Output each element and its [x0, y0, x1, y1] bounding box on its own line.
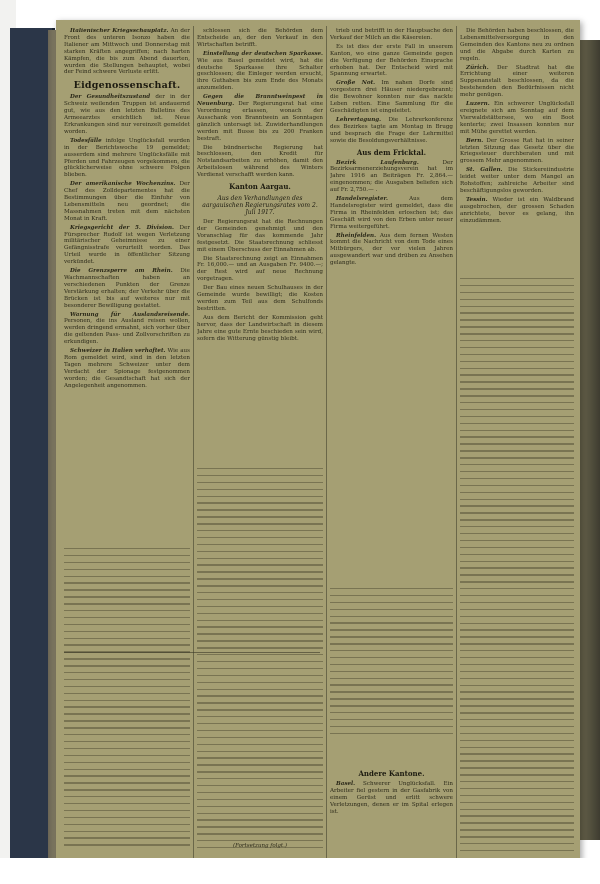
- scan-margin-bottom: [0, 858, 600, 884]
- article-kicker: Gegen die Branntweinpest in Neuenburg.: [197, 94, 323, 108]
- section-heading: Eidgenossenschaft.: [73, 80, 181, 92]
- article-text: Wie aus Basel gemeldet wird, hat die deutsche Sparkasse ihre Schalter geschlossen; die Einleger werden ersucht, ihre Guthaben bis zum Ende des Monats anzumelden.: [197, 57, 323, 92]
- article-kicker: Warnung für Auslandsreisende.: [70, 311, 190, 318]
- article-text: Der Regierungsrat hat die Rechnungen der Gemeinden genehmigt und den Voranschlag für das kommende Jahr festgesetzt. Die Staatsrechnung schliesst mit einem Überschuss der Einnahmen ab.: [197, 219, 323, 253]
- article-text: Aus dem Handelsregister wird gemeldet, dass die Firma in Rheinfelden erloschen ist; das Geschäft wird von den Erben unter neuer Firma weitergeführt.: [330, 196, 453, 230]
- article-text: Wie aus Rom gemeldet wird, sind in den letzten Tagen mehrere Schweizer unter dem Verdacht der Spionage festgenommen worden; die Gesandtschaft hat sich der Angelegenheit angenommen.: [64, 348, 190, 389]
- article-kicker: St. Gallen.: [466, 167, 503, 174]
- article-text: Der Bezirksarmenerziehungsverein hat im Jahre 1916 an Beiträgen Fr. 2,864.— eingenommen; die Ausgaben beliefen sich auf Fr. 2,750.— .: [330, 159, 453, 194]
- article-text: Der Fürsprecher Rudolf ist wegen Verletzung militärischer Geheimnisse zu einer Gefängnisstrafe verurteilt worden. Das Urteil wurde in öffentlicher Sitzung verkündet.: [64, 224, 190, 266]
- article-kicker: Schweizer in Italien verhaftet.: [70, 348, 166, 355]
- article-text: Der Chef des Zolldepartementes hat die Bestimmungen über die Einfuhr von Lebensmitteln neu geordnet; die Massnahmen treten mit dem nächsten Monat in Kraft.: [64, 181, 190, 222]
- other-cantons-section: [330, 766, 453, 816]
- article-kicker: Kriegsgericht der 5. Division.: [70, 224, 174, 231]
- article-kicker: Todesfälle: [70, 137, 102, 144]
- article-text: Die bündnerische Regierung hat beschlossen, den Kredit für Notstandsarbeiten zu erhöhen, damit den Arbeitslosen während des Winters Verdienst verschafft werden kann.: [197, 144, 323, 179]
- newspaper-page: [56, 20, 580, 862]
- illegible-text-block: [64, 548, 190, 851]
- section-heading: Aus dem Fricktal.: [356, 147, 427, 157]
- illegible-text-block: [197, 468, 323, 854]
- article-text: Schwerer Unglücksfall. Ein Arbeiter fiel gestern in der Gasfabrik von einem Gerüst und erlitt schwere Verletzungen, denen er im Spital erlegen ist.: [330, 781, 453, 815]
- article-text: Wieder ist ein Waldbrand ausgebrochen, der grossen Schaden anrichtete, bevor es gelang, ihn einzudämmen.: [460, 196, 574, 224]
- column-2: [197, 28, 323, 854]
- continuation-note: (Fortsetzung folgt.): [232, 843, 288, 850]
- article-text: Die Stickereiindustrie leidet weiter unter dem Mangel an Rohstoffen; zahlreiche Arbeiter sind beschäftigungslos geworden.: [460, 167, 574, 194]
- column-rule: [193, 26, 194, 858]
- article-text: Die Behörden haben beschlossen, die Lebensmittelversorgung in den Gemeinden des Kantons neu zu ordnen und die Abgabe durch Karten zu regeln.: [460, 28, 574, 62]
- article-text: Aus dem Bericht der Kommission geht hervor, dass der Landwirtschaft in diesem Jahre eine gute Ernte beschieden sein wird, sofern die Witterung günstig bleibt.: [197, 314, 323, 342]
- article-text: Der Stadtrat hat die Errichtung einer weiteren Suppenanstalt beschlossen, da die bestehenden den Bedürfnissen nicht mehr genügen.: [460, 64, 574, 99]
- article-text: Ein schwerer Unglücksfall ereignete sich am Sonntag auf dem Vierwaldstättersee, wo ein Boot kenterte; zwei Insassen konnten nur mit Mühe gerettet werden.: [460, 101, 574, 135]
- article-kicker: Basel.: [336, 781, 356, 787]
- article-text: infolge Unglücksfall wurden in der Berichtswoche 19 gemeldet; ausserdem sind mehrere Unglücksfälle mit Pferden und Fahrzeugen vorgekommen, die glücklicherweise ohne schwere Folgen blieben.: [64, 137, 190, 179]
- article-text: An der Front des unteren Isonzo haben die Italiener am Mittwoch und Donnerstag mit starken Kräften angegriffen; nach harten Kämpfen, die bis zum Abend dauerten, wurden die Stellungen behauptet, wobei der Feind schwere Verluste erlitt.: [64, 28, 190, 76]
- page-stack-right: [578, 40, 600, 840]
- column-rule: [456, 26, 457, 858]
- article-kicker: Tessin.: [466, 196, 488, 203]
- article-kicker: Zürich.: [466, 64, 489, 71]
- article-text: trieb und betrifft in der Hauptsache den Verkauf der Milch an die Käsereien.: [330, 28, 453, 41]
- article-text: Der Regierungsrat hat eine Verordnung erlassen, wonach der Ausschank von Branntwein an Sonntagen gänzlich untersagt ist. Zuwiderhandlungen werden mit Busse bis zu 200 Franken bestraft.: [197, 101, 323, 142]
- article-kicker: Der Gesundheitszustand: [70, 94, 151, 101]
- article-text: Die Lehrerkonferenz des Bezirkes tagte am Montag in Brugg und besprach die Frage der Lehrmittel sowie die Besoldungsverhältnisse.: [330, 116, 453, 144]
- article-text: schlossen sich die Behörden dem Entscheide an, der den Verkauf in den Wirtschaften betrifft.: [197, 28, 323, 48]
- article-text: Personen, die ins Ausland reisen wollen, werden dringend ermahnt, sich vorher über die geltenden Pass- und Zollvorschriften zu erkundigen.: [64, 318, 190, 346]
- article-text: Die Staatsrechnung zeigt an Einnahmen Fr. 16,000.— und an Ausgaben Fr. 9400.—; der Rest wird auf neue Rechnung vorgetragen.: [197, 255, 323, 283]
- article-text: Der Grosse Rat hat in seiner letzten Sitzung das Gesetz über die Kriegssteuer durchberaten und mit grossem Mehr angenommen.: [460, 137, 574, 165]
- article-text: Der Bau eines neuen Schulhauses in der Gemeinde wurde bewilligt; die Kosten werden zum Teil aus dem Schulfonds bestritten.: [197, 285, 323, 312]
- section-heading: Andere Kantone.: [358, 769, 425, 778]
- column-1: [64, 28, 190, 854]
- column-3: [330, 28, 453, 854]
- article-kicker: Italienischer Kriegsschauplatz.: [70, 28, 169, 34]
- article-text: Aus dem fernen Westen kommt die Nachricht von dem Tode eines Mitbürgers, der vor vielen Jahren ausgewandert war und drüben zu Ansehen gelangte.: [330, 232, 453, 267]
- illegible-text-block: [460, 278, 574, 854]
- article-text: Die Wachmannschaften haben an verschiedenen Punkten der Grenze Verstärkung erhalten; der Verkehr über die Brücken ist bis auf weiteres nur mit besonderer Bewilligung gestattet.: [64, 268, 190, 309]
- article-kicker: Handelsregister.: [336, 196, 388, 203]
- column-4: [460, 28, 574, 854]
- article-kicker: Große Not.: [336, 80, 376, 87]
- article-text: der in der Schweiz weilenden Truppen ist andauernd gut, wie aus den letzten Bulletins des Armeearztes ersichtlich ist. Neue Erkrankungen sind nur vereinzelt gemeldet worden.: [64, 94, 190, 135]
- article-kicker: Rheinfelden.: [336, 232, 377, 239]
- article-kicker: Bern.: [466, 137, 484, 144]
- illegible-text-block: [330, 588, 453, 740]
- article-text: Es ist dies der erste Fall in unserem Kanton, wo eine ganze Gemeinde gegen die Verfügung der Behörden Einsprache erhoben hat. Der Entscheid wird mit Spannung erwartet.: [330, 43, 453, 78]
- article-kicker: Der amerikanische Wochenzins.: [70, 181, 176, 188]
- article-kicker: Bezirk Laufenburg.: [336, 159, 419, 166]
- article-kicker: Lehrertagung.: [336, 116, 382, 123]
- article-kicker: Luzern.: [466, 101, 490, 108]
- column-rule: [326, 26, 327, 858]
- section-subheading: Aus den Verhandlungen des aargauischen Regierungsrates vom 2. Juli 1917.: [202, 195, 318, 217]
- article-kicker: Einstellung der deutschen Sparkasse.: [203, 50, 323, 57]
- article-kicker: Die Grenzsperre am Rhein.: [70, 268, 173, 275]
- section-heading: Kanton Aargau.: [229, 182, 291, 192]
- article-text: Im nahen Dorfe sind vorgestern drei Häuser niedergebrannt; die Bewohner konnten nur das nackte Leben retten. Eine Sammlung für die Geschädigten ist eingeleitet.: [330, 80, 453, 114]
